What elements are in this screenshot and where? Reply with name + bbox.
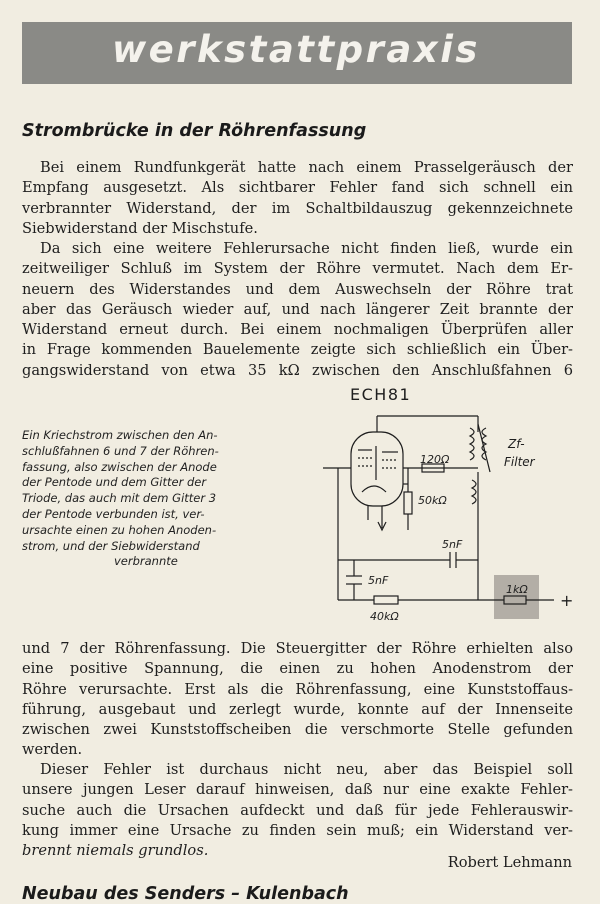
tube-label: ECH81 [350, 385, 412, 404]
caption-line: schlußfahnen 6 und 7 der Röhren- [22, 443, 219, 458]
resistor-50k-symbol [404, 492, 412, 514]
text-line: gangswiderstand von etwa 35 kΩ zwischen den Anschlußfahnen 6 [22, 361, 573, 379]
paragraph-1 [22, 158, 573, 239]
text-line: in Frage kommenden Bauelemente zeigte sich schließlich ein Über- [22, 341, 573, 359]
next-article-heading: Neubau des Senders – Kulenbach [22, 884, 349, 904]
caption-line: verbrannte [114, 554, 178, 569]
paragraph-2 [22, 239, 573, 381]
figure-caption [22, 428, 284, 570]
text-line: Da sich eine weitere Fehlerursache nicht finden ließ, wurde ein [40, 240, 573, 257]
text-line: verbrannter Widerstand, der im Schaltbildauszug gekennzeichnete [22, 199, 573, 217]
supply-plus-label: + [560, 591, 574, 610]
paragraph-4 [22, 760, 573, 861]
text-line: werden. [22, 741, 83, 759]
resistor-40k-symbol [374, 596, 398, 604]
article-author: Robert Lehmann [447, 854, 572, 871]
text-line: Dieser Fehler ist durchaus nicht neu, aber das Beispiel soll [40, 761, 573, 778]
text-line: Empfang ausgesetzt. Als sichtbarer Fehler fand sich schnell ein [22, 179, 573, 197]
text-line: Bei einem Rundfunkgerät hatte nach einem Prasselgeräusch der [40, 159, 573, 176]
text-line: kung immer eine Ursache zu finden sein muß; ein Widerstand ver- [22, 821, 573, 839]
resistor-1k-label: 1kΩ [506, 583, 528, 596]
text-line: Röhre verursachte. Erst als die Röhrenfassung, eine Kunststoffaus- [22, 680, 573, 698]
caption-line: Ein Kriechstrom zwischen den An- [22, 428, 218, 442]
caption-line: ursachte einen zu hohen Anoden- [22, 522, 217, 537]
caption-line: der Pentode und dem Gitter der [22, 475, 207, 490]
filter-label-line2: Filter [504, 455, 535, 469]
capacitor-label-bottom: 5nF [368, 574, 389, 587]
tube-symbol [351, 432, 403, 530]
text-line: zeitweiliger Schluß im System der Röhre vermutet. Nach dem Er- [22, 260, 573, 278]
text-line: zwischen zwei Kunststoffscheiben die verschmorte Stelle gefunden [22, 721, 573, 739]
if-filter-symbol [470, 424, 490, 504]
text-line: neuern des Widerstandes und dem Auswechseln der Röhre trat [22, 280, 573, 298]
section-title: werkstattpraxis [112, 28, 480, 71]
text-line: aber das Geräusch wieder auf, und nach längerer Zeit brannte der [22, 300, 573, 318]
article-title: Strombrücke in der Röhrenfassung [22, 121, 367, 141]
capacitor-label-top: 5nF [442, 538, 463, 551]
caption-line: strom, und der Siebwiderstand [22, 538, 200, 553]
paragraph-3 [22, 639, 573, 761]
resistor-highlight [494, 575, 539, 619]
filter-label-line1: Zf- [508, 437, 525, 451]
circuit-schematic [318, 380, 588, 630]
text-line: eine positive Spannung, die einen zu hohen Anodenstrom der [22, 660, 573, 678]
caption-line: der Pentode verbunden ist, ver- [22, 506, 205, 521]
text-line: führung, ausgebaut und zerlegt wurde, konnte auf der Innenseite [22, 700, 573, 718]
caption-line: Triode, das auch mit dem Gitter 3 [22, 491, 217, 506]
resistor-40k-label: 40kΩ [370, 610, 399, 623]
text-line: brennt niemals grundlos. [22, 842, 209, 860]
resistor-120-label: 120Ω [420, 453, 450, 466]
text-line: suche auch die Ursachen aufdeckt und daß für jede Fehlerauswir- [22, 801, 573, 819]
caption-line: fassung, also zwischen der Anode [22, 459, 217, 474]
text-line: Siebwiderstand der Mischstufe. [22, 219, 258, 237]
text-line: Widerstand erneut durch. Bei einem nochmaligen Überprüfen aller [22, 321, 573, 339]
text-line: und 7 der Röhrenfassung. Die Steuergitter der Röhre erhielten also [22, 640, 573, 657]
resistor-50k-label: 50kΩ [418, 494, 447, 507]
text-line: unsere jungen Leser darauf hinweisen, daß nur eine exakte Fehler- [22, 781, 573, 799]
